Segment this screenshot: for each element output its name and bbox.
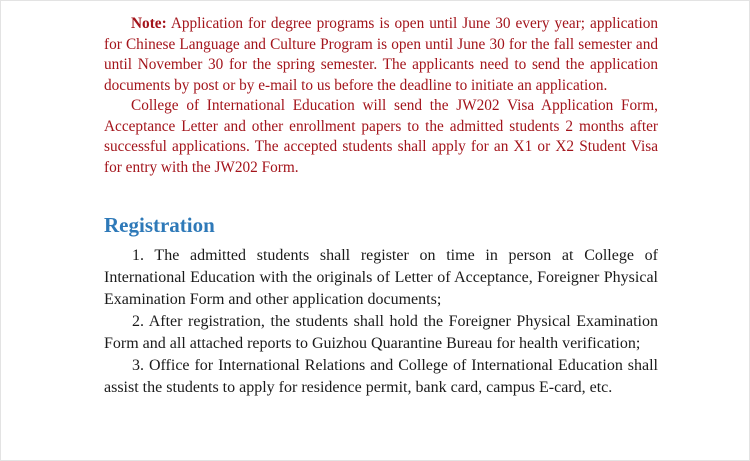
note-paragraph-1-text: Application for degree programs is open until June 30 every year; application for Chinese Language and Culture Program is open until June 30 for the fall semester and until November 30 for the spring semester. The applicants need to send the application documents by post or by e-mail to us before the deadline to initiate an application. [104, 15, 658, 94]
note-section [104, 14, 658, 178]
note-paragraph-2: College of International Education will send the JW202 Visa Application Form, Acceptance Letter and other enrollment papers to the admitted students 2 months after successful applications. The accepted students shall apply for an X1 or X2 Student Visa for entry with the JW202 Form. [104, 97, 658, 176]
note-paragraph-1 [104, 14, 658, 96]
registration-heading: Registration [104, 213, 215, 237]
registration-item: 3. Office for International Relations and College of International Education shall assist the students to apply for residence permit, bank card, campus E-card, etc. [104, 357, 658, 396]
note-label: Note: [131, 15, 167, 32]
registration-list [104, 245, 658, 399]
registration-item: 1. The admitted students shall register on time in person at College of International Education with the originals of Letter of Acceptance, Foreigner Physical Examination Form and other application documents; [104, 247, 658, 308]
registration-item: 2. After registration, the students shall hold the Foreigner Physical Examination Form and all attached reports to Guizhou Quarantine Bureau for health verification; [104, 313, 658, 352]
